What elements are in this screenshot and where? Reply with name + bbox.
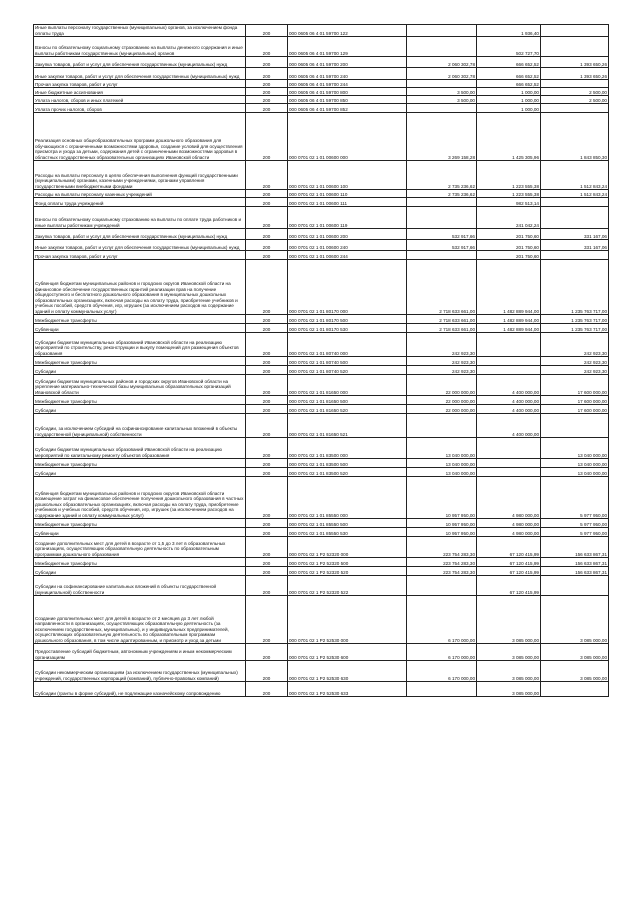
table-row — [34, 240, 609, 251]
cell-admin: 200 — [246, 357, 288, 366]
cell-admin: 200 — [246, 576, 288, 596]
cell-c3: 242 923,30 — [541, 357, 609, 366]
cell-name: Субсидии на софинансирование капитальных вложений в объекты государственной (муниципальной) собственности — [34, 576, 246, 596]
cell-c1: 13 040 000,00 — [407, 468, 477, 477]
table-row — [34, 113, 609, 161]
cell-admin: 200 — [246, 477, 288, 519]
cell-c3: 1 512 843,24 — [541, 161, 609, 190]
cell-admin: 200 — [246, 414, 288, 438]
cell-c3: 17 600 000,00 — [541, 375, 609, 396]
cell-c3: 17 600 000,00 — [541, 405, 609, 414]
cell-c2: 1 425 305,96 — [477, 113, 541, 161]
cell-c2: 3 085 000,00 — [477, 644, 541, 661]
table-row — [34, 528, 609, 537]
cell-c3: 331 167,06 — [541, 240, 609, 251]
cell-code: 000 0701 02 1 P2 52320 500 — [288, 558, 407, 567]
table-row — [34, 251, 609, 260]
cell-name: Межбюджетные трансферты — [34, 357, 246, 366]
cell-code: 000 0701 02 1 01 83500 500 — [288, 459, 407, 468]
cell-code: 000 0605 06 4 01 59700 852 — [288, 104, 407, 113]
table-row — [34, 333, 609, 357]
cell-admin: 200 — [246, 207, 288, 229]
table-row — [34, 414, 609, 438]
cell-name: Реализация основных общеобразовательных программ дошкольного образования для обучающихся с ограниченными возможностями здоровья, создание условий для осуществления присмотра и ухода за детьми, содержания детей с ограниченными возможностями здоровья в областных государственных образовательных организациях Ивановской области — [34, 113, 246, 161]
cell-c1: 6 170 000,00 — [407, 661, 477, 682]
cell-admin: 200 — [246, 519, 288, 528]
table-row — [34, 37, 609, 57]
table-row — [34, 68, 609, 80]
cell-name: Субсидии (гранты в форме субсидий), не подлежащие казначейскому сопровождению — [34, 682, 246, 697]
table-row — [34, 357, 609, 366]
cell-code: 000 0701 02 1 P2 52530 000 — [288, 596, 407, 644]
cell-admin: 200 — [246, 375, 288, 396]
cell-c3: 1 512 843,24 — [541, 190, 609, 198]
cell-c3 — [541, 682, 609, 697]
cell-c1: 2 735 236,62 — [407, 190, 477, 198]
cell-name: Создание дополнительных мест для детей в возрасте от 2 месяцев до 3 лет любой направленности в организациях, осуществляющих образовательную деятельность (за исключением государственных, муниципальных), и у индивидуальных предпринимателей, осуществляющих образовательную деятельность по образовательным программам дошкольного образования, в том числе адаптированным, и присмотр и уход за детьми — [34, 596, 246, 644]
cell-c2: 4 980 000,00 — [477, 477, 541, 519]
cell-c1: 3 500,00 — [407, 96, 477, 104]
cell-c2: 1 000,00 — [477, 96, 541, 104]
cell-c3: 13 040 000,00 — [541, 468, 609, 477]
cell-admin: 200 — [246, 80, 288, 88]
cell-name: Прочая закупка товаров, работ и услуг — [34, 80, 246, 88]
table-row — [34, 25, 609, 37]
cell-c3 — [541, 251, 609, 260]
cell-c3: 5 977 950,00 — [541, 477, 609, 519]
cell-admin: 200 — [246, 96, 288, 104]
cell-code: 000 0701 02 1 01 00600 200 — [288, 229, 407, 240]
cell-c2: 1 482 889 944,00 — [477, 324, 541, 333]
cell-admin: 200 — [246, 644, 288, 661]
cell-code: 000 0701 02 1 01 81650 520 — [288, 405, 407, 414]
cell-c2 — [477, 333, 541, 357]
cell-name: Субвенция бюджетам муниципальных районов и городских округов Ивановской области на финансовое обеспечение государственных гарантий реализации прав на получение общедоступного и бесплатного дошкольного образования в муниципальных дошкольных образовательных организациях, включая расходы на оплату труда, приобретение учебников и учебных пособий, средств обучения, игр, игрушек (за исключением расходов на содержание зданий и оплату коммунальных услуг) — [34, 260, 246, 315]
cell-admin: 200 — [246, 528, 288, 537]
cell-code: 000 0701 02 1 P2 52320 522 — [288, 576, 407, 596]
cell-admin: 200 — [246, 405, 288, 414]
cell-name: Субсидии некоммерческим организациям (за исключением государственных (муниципальных) учреждений, государственных корпораций (компаний), публично-правовых компаний) — [34, 661, 246, 682]
cell-c3 — [541, 576, 609, 596]
table-row — [34, 375, 609, 396]
cell-name: Расходы на выплаты персоналу казенных учреждений — [34, 190, 246, 198]
cell-c2: 201 750,60 — [477, 229, 541, 240]
cell-c1 — [407, 414, 477, 438]
cell-c1 — [407, 80, 477, 88]
cell-c2 — [477, 357, 541, 366]
cell-c3 — [541, 37, 609, 57]
cell-name: Субвенции — [34, 324, 246, 333]
cell-c3: 3 085 000,00 — [541, 596, 609, 644]
cell-c2: 1 223 555,38 — [477, 161, 541, 190]
table-row — [34, 96, 609, 104]
cell-c3: 1 235 763 717,00 — [541, 315, 609, 324]
cell-admin: 200 — [246, 113, 288, 161]
cell-c3: 1 235 763 717,00 — [541, 324, 609, 333]
table-row — [34, 207, 609, 229]
cell-admin: 200 — [246, 661, 288, 682]
cell-c1: 2 718 633 661,00 — [407, 315, 477, 324]
table-row — [34, 558, 609, 567]
cell-code: 000 0701 02 1 P2 52320 520 — [288, 567, 407, 576]
cell-c3 — [541, 207, 609, 229]
cell-c1 — [407, 576, 477, 596]
cell-admin: 200 — [246, 558, 288, 567]
cell-admin: 200 — [246, 251, 288, 260]
table-row — [34, 468, 609, 477]
cell-name: Субвенция бюджетам муниципальных районов и городских округов Ивановской области возмещение затрат на финансовое обеспечение получения дошкольного образования в частных дошкольных образовательных организациях, включая расходы на оплату труда, приобретение учебников и учебных пособий, средств обучения, игр, игрушек (за исключением расходов на содержание зданий и оплату коммунальных услуг) — [34, 477, 246, 519]
cell-c1: 10 957 950,00 — [407, 528, 477, 537]
cell-name: Уплата прочих налогов, сборов — [34, 104, 246, 113]
cell-code: 000 0701 02 1 01 81650 521 — [288, 414, 407, 438]
cell-admin: 200 — [246, 324, 288, 333]
table-row — [34, 366, 609, 375]
cell-admin: 200 — [246, 682, 288, 697]
cell-name: Субсидии, за исключением субсидий на софинансирование капитальных вложений в объекты государственной (муниципальной) собственности — [34, 414, 246, 438]
cell-code: 000 0701 02 1 01 00600 100 — [288, 161, 407, 190]
table-row — [34, 682, 609, 697]
table-row — [34, 396, 609, 405]
cell-c3: 17 600 000,00 — [541, 396, 609, 405]
table-row — [34, 57, 609, 68]
cell-c1: 13 040 000,00 — [407, 438, 477, 459]
budget-table — [33, 24, 609, 697]
cell-name: Субсидии — [34, 468, 246, 477]
cell-c2: 1 482 889 944,00 — [477, 315, 541, 324]
cell-name: Расходы на выплаты персоналу в целях обеспечения выполнения функций государственными (муниципальными) органами, казенными учреждениями, органами управления государственными внебюджетными фондами — [34, 161, 246, 190]
cell-c2: 4 400 000,00 — [477, 414, 541, 438]
cell-name: Иные закупки товаров, работ и услуг для обеспечения государственных (муниципальных) нужд — [34, 68, 246, 80]
cell-admin: 200 — [246, 229, 288, 240]
cell-c2: 666 652,52 — [477, 57, 541, 68]
cell-admin: 200 — [246, 366, 288, 375]
cell-admin: 200 — [246, 190, 288, 198]
cell-name: Межбюджетные трансферты — [34, 558, 246, 567]
cell-name: Иные выплаты персоналу государственных (муниципальных) органов, за исключением фонда оплаты труда — [34, 25, 246, 37]
cell-c2: 4 980 000,00 — [477, 519, 541, 528]
cell-c2: 502 727,70 — [477, 37, 541, 57]
cell-c2: 1 000,00 — [477, 88, 541, 96]
cell-c2: 67 120 415,99 — [477, 576, 541, 596]
table-body — [34, 25, 609, 697]
cell-c3 — [541, 414, 609, 438]
cell-code: 000 0605 06 4 01 59700 240 — [288, 68, 407, 80]
cell-c1: 242 923,30 — [407, 357, 477, 366]
cell-code: 000 0701 02 1 01 00600 244 — [288, 251, 407, 260]
cell-c1 — [407, 682, 477, 697]
cell-code: 000 0701 02 1 01 00600 111 — [288, 198, 407, 207]
cell-name: Закупка товаров, работ и услуг для обеспечения государственных (муниципальных) нужд — [34, 57, 246, 68]
cell-c2: 1 223 555,38 — [477, 190, 541, 198]
cell-name: Иные бюджетные ассигнования — [34, 88, 246, 96]
cell-name: Взносы по обязательному социальному страхованию на выплаты по оплате труда работников и иные выплаты работникам учреждений — [34, 207, 246, 229]
cell-name: Межбюджетные трансферты — [34, 396, 246, 405]
table-row — [34, 80, 609, 88]
cell-admin: 200 — [246, 438, 288, 459]
cell-name: Субсидии — [34, 567, 246, 576]
cell-name: Закупка товаров, работ и услуг для обеспечения государственных (муниципальных) нужд — [34, 229, 246, 240]
cell-c2: 3 085 000,00 — [477, 661, 541, 682]
cell-c1: 3 269 158,28 — [407, 113, 477, 161]
cell-code: 000 0605 06 4 01 59700 800 — [288, 88, 407, 96]
cell-c3: 156 633 867,31 — [541, 567, 609, 576]
cell-code: 000 0701 02 1 01 80170 530 — [288, 324, 407, 333]
cell-c1: 6 170 000,00 — [407, 644, 477, 661]
cell-code: 000 0701 02 1 P2 52530 633 — [288, 682, 407, 697]
cell-c1: 22 000 000,00 — [407, 375, 477, 396]
cell-code: 000 0701 02 1 01 80740 520 — [288, 366, 407, 375]
cell-c2 — [477, 459, 541, 468]
cell-name: Создание дополнительных мест для детей в возрасте от 1,5 до 3 лет в образовательных организациях, осуществляющих образовательную деятельность по образовательным программам дошкольного образования — [34, 537, 246, 558]
cell-c1 — [407, 104, 477, 113]
cell-code: 000 0605 06 4 01 59700 122 — [288, 25, 407, 37]
cell-c2: 982 513,14 — [477, 198, 541, 207]
cell-c3 — [541, 104, 609, 113]
cell-c3: 1 235 763 717,00 — [541, 260, 609, 315]
cell-code: 000 0701 02 1 01 85550 000 — [288, 477, 407, 519]
cell-code: 000 0605 06 4 01 59700 244 — [288, 80, 407, 88]
cell-c1: 2 735 236,62 — [407, 161, 477, 190]
cell-c1 — [407, 251, 477, 260]
cell-code: 000 0605 06 4 01 59700 850 — [288, 96, 407, 104]
table-row — [34, 459, 609, 468]
table-row — [34, 519, 609, 528]
table-row — [34, 567, 609, 576]
cell-c1: 2 718 633 661,00 — [407, 324, 477, 333]
cell-c1 — [407, 25, 477, 37]
cell-c1: 223 754 283,30 — [407, 558, 477, 567]
cell-admin: 200 — [246, 396, 288, 405]
cell-c1: 2 060 302,78 — [407, 68, 477, 80]
table-row — [34, 88, 609, 96]
cell-admin: 200 — [246, 88, 288, 96]
cell-admin: 200 — [246, 468, 288, 477]
cell-admin: 200 — [246, 198, 288, 207]
cell-name: Субсидии — [34, 405, 246, 414]
table-row — [34, 537, 609, 558]
cell-name: Субсидии бюджетам муниципальных образований Ивановской области на реализацию мероприятий по капитальному ремонту объектов образования — [34, 438, 246, 459]
cell-c2 — [477, 468, 541, 477]
cell-c2: 3 085 000,00 — [477, 682, 541, 697]
cell-c1: 22 000 000,00 — [407, 396, 477, 405]
cell-name: Межбюджетные трансферты — [34, 459, 246, 468]
cell-c2: 67 120 415,99 — [477, 537, 541, 558]
cell-c2 — [477, 366, 541, 375]
cell-name: Взносы по обязательному социальному страхованию на выплаты денежного содержания и иные выплаты работникам государственных (муниципальных) органов — [34, 37, 246, 57]
table-row — [34, 324, 609, 333]
cell-c2: 4 400 000,00 — [477, 405, 541, 414]
cell-admin: 200 — [246, 260, 288, 315]
cell-c1 — [407, 207, 477, 229]
cell-c2: 1 000,00 — [477, 104, 541, 113]
cell-name: Субсидии — [34, 366, 246, 375]
table-row — [34, 477, 609, 519]
cell-c3: 5 977 950,00 — [541, 528, 609, 537]
cell-c3 — [541, 25, 609, 37]
cell-name: Иные закупки товаров, работ и услуг для обеспечения государственных (муниципальных) нужд — [34, 240, 246, 251]
cell-c1: 242 923,30 — [407, 366, 477, 375]
cell-c2: 4 400 000,00 — [477, 375, 541, 396]
cell-c3: 1 843 850,30 — [541, 113, 609, 161]
table-row — [34, 405, 609, 414]
table-row — [34, 644, 609, 661]
cell-code: 000 0701 02 1 01 00600 240 — [288, 240, 407, 251]
cell-code: 000 0701 02 1 01 81650 000 — [288, 375, 407, 396]
table-row — [34, 260, 609, 315]
table-row — [34, 161, 609, 190]
cell-c3: 3 085 000,00 — [541, 661, 609, 682]
table-row — [34, 596, 609, 644]
cell-c1: 532 917,66 — [407, 229, 477, 240]
cell-name: Фонд оплаты труда учреждений — [34, 198, 246, 207]
cell-name: Прочая закупка товаров, работ и услуг — [34, 251, 246, 260]
cell-c1: 10 957 950,00 — [407, 477, 477, 519]
cell-c2: 1 482 889 944,00 — [477, 260, 541, 315]
cell-admin: 200 — [246, 240, 288, 251]
cell-code: 000 0701 02 1 01 80170 500 — [288, 315, 407, 324]
cell-code: 000 0605 06 4 01 59700 129 — [288, 37, 407, 57]
cell-admin: 200 — [246, 104, 288, 113]
cell-name: Субвенции — [34, 528, 246, 537]
cell-c3: 2 500,00 — [541, 96, 609, 104]
cell-code: 000 0701 02 1 01 00600 110 — [288, 190, 407, 198]
cell-c2: 3 085 000,00 — [477, 596, 541, 644]
cell-c2 — [477, 438, 541, 459]
table-row — [34, 190, 609, 198]
cell-c2: 241 042,24 — [477, 207, 541, 229]
table-row — [34, 438, 609, 459]
cell-admin: 200 — [246, 68, 288, 80]
cell-c2: 1 936,40 — [477, 25, 541, 37]
cell-name: Субсидии бюджетам муниципальных образований Ивановской области на реализацию мероприятий по строительству, реконструкции и выкупу помещений для размещения объектов образования — [34, 333, 246, 357]
cell-name: Субсидии бюджетам муниципальных районов и городских округов Ивановской области на укрепление материально-технической базы муниципальных образовательных организаций Ивановской области — [34, 375, 246, 396]
cell-c3: 13 040 000,00 — [541, 459, 609, 468]
cell-code: 000 0701 02 1 01 00600 119 — [288, 207, 407, 229]
cell-c1: 6 170 000,00 — [407, 596, 477, 644]
cell-c2: 666 652,52 — [477, 68, 541, 80]
cell-admin: 200 — [246, 333, 288, 357]
cell-code: 000 0701 02 1 01 83500 000 — [288, 438, 407, 459]
cell-c3: 156 633 867,31 — [541, 558, 609, 567]
cell-c1: 13 040 000,00 — [407, 459, 477, 468]
cell-c1: 2 060 302,78 — [407, 57, 477, 68]
cell-code: 000 0701 02 1 P2 52530 600 — [288, 644, 407, 661]
cell-c2: 201 750,60 — [477, 251, 541, 260]
cell-c2: 4 400 000,00 — [477, 396, 541, 405]
cell-c3: 3 085 000,00 — [541, 644, 609, 661]
cell-c1: 22 000 000,00 — [407, 405, 477, 414]
cell-name: Межбюджетные трансферты — [34, 315, 246, 324]
cell-code: 000 0701 02 1 P2 52530 630 — [288, 661, 407, 682]
cell-c3: 156 633 867,31 — [541, 537, 609, 558]
cell-code: 000 0701 02 1 01 80170 000 — [288, 260, 407, 315]
cell-code: 000 0701 02 1 01 00600 000 — [288, 113, 407, 161]
cell-c3 — [541, 80, 609, 88]
cell-code: 000 0701 02 1 01 80740 000 — [288, 333, 407, 357]
cell-c1: 242 923,30 — [407, 333, 477, 357]
table-row — [34, 229, 609, 240]
cell-c1 — [407, 198, 477, 207]
cell-admin: 200 — [246, 37, 288, 57]
table-row — [34, 661, 609, 682]
cell-c3: 242 923,30 — [541, 366, 609, 375]
table-row — [34, 104, 609, 113]
cell-admin: 200 — [246, 567, 288, 576]
cell-c1: 223 754 283,30 — [407, 567, 477, 576]
cell-name: Уплата налогов, сборов и иных платежей — [34, 96, 246, 104]
cell-code: 000 0701 02 1 01 85550 500 — [288, 519, 407, 528]
cell-c2: 67 120 415,99 — [477, 558, 541, 567]
cell-admin: 200 — [246, 537, 288, 558]
cell-admin: 200 — [246, 596, 288, 644]
cell-c1 — [407, 37, 477, 57]
cell-admin: 200 — [246, 315, 288, 324]
cell-c1: 10 957 950,00 — [407, 519, 477, 528]
cell-c3 — [541, 198, 609, 207]
cell-c3: 2 500,00 — [541, 88, 609, 96]
cell-c2: 67 120 415,99 — [477, 567, 541, 576]
cell-c2: 4 980 000,00 — [477, 528, 541, 537]
cell-c3: 5 977 950,00 — [541, 519, 609, 528]
cell-c1: 3 500,00 — [407, 88, 477, 96]
cell-admin: 200 — [246, 459, 288, 468]
cell-admin: 200 — [246, 57, 288, 68]
cell-c3: 13 040 000,00 — [541, 438, 609, 459]
table-row — [34, 198, 609, 207]
cell-c3: 1 393 650,26 — [541, 68, 609, 80]
cell-name: Межбюджетные трансферты — [34, 519, 246, 528]
cell-admin: 200 — [246, 161, 288, 190]
cell-c3: 331 167,06 — [541, 229, 609, 240]
cell-code: 000 0605 06 4 01 59700 200 — [288, 57, 407, 68]
cell-code: 000 0701 02 1 01 80740 500 — [288, 357, 407, 366]
cell-code: 000 0701 02 1 01 83500 520 — [288, 468, 407, 477]
cell-name: Предоставление субсидий бюджетным, автономным учреждениям и иным некоммерческим организациям — [34, 644, 246, 661]
cell-c1: 2 718 633 661,00 — [407, 260, 477, 315]
cell-admin: 200 — [246, 25, 288, 37]
cell-code: 000 0701 02 1 01 85550 530 — [288, 528, 407, 537]
table-row — [34, 315, 609, 324]
table-row — [34, 576, 609, 596]
cell-c3: 1 393 650,26 — [541, 57, 609, 68]
cell-code: 000 0701 02 1 P2 52320 000 — [288, 537, 407, 558]
cell-c3: 242 923,30 — [541, 333, 609, 357]
cell-c1: 532 917,66 — [407, 240, 477, 251]
cell-c2: 666 652,52 — [477, 80, 541, 88]
cell-code: 000 0701 02 1 01 81650 500 — [288, 396, 407, 405]
cell-c2: 201 750,60 — [477, 240, 541, 251]
cell-c1: 223 754 283,30 — [407, 537, 477, 558]
